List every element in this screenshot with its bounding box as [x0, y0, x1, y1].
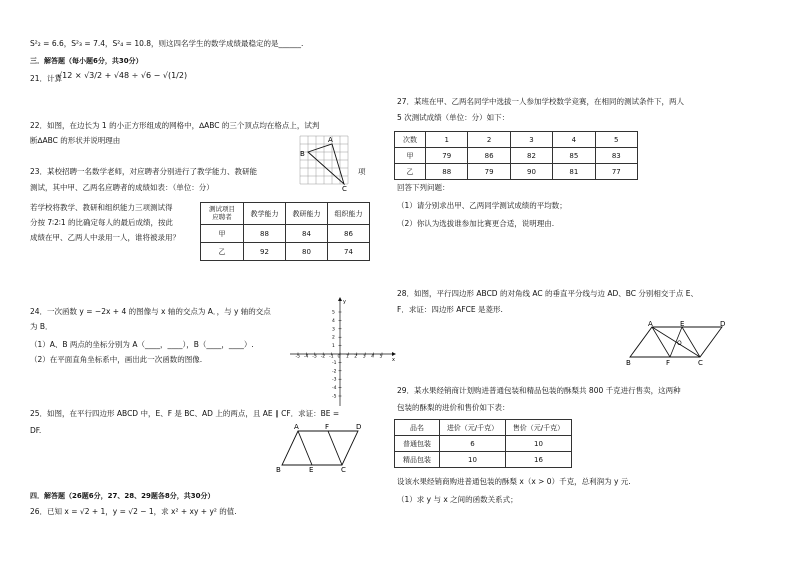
q23-cell: 86	[328, 225, 370, 243]
q27-cell: 90	[510, 164, 552, 180]
q27-cell: 乙	[395, 164, 426, 180]
label-b: B	[300, 150, 305, 158]
q22-line1: 22．如图，在边长为 1 的小正方形组成的网格中，∆ABC 的三个顶点均在格点上，试判	[30, 121, 320, 130]
y-tick-label: -2	[332, 369, 337, 375]
label-c: C	[342, 185, 347, 193]
parallelogram-abcd	[282, 431, 358, 465]
q29-cell: 16	[506, 452, 572, 468]
x-tick-label: -4	[303, 354, 309, 360]
label-e: E	[680, 320, 685, 328]
q27-header: 1	[426, 132, 468, 148]
q29-line2: 包装的酥梨的进价和售价如下表：	[397, 403, 510, 412]
q21-label: 21．计算	[30, 74, 63, 83]
q27-cell: 85	[553, 148, 595, 164]
label-o: O	[677, 340, 682, 347]
label-f: F	[666, 359, 671, 367]
label-a: A	[648, 320, 653, 328]
q27-cell: 79	[468, 164, 510, 180]
q23-header-corner	[201, 203, 244, 225]
y-tick-label: -3	[332, 377, 337, 383]
label-b: B	[276, 466, 281, 474]
q25-line1: 25．如图，在平行四边形 ABCD 中，E、F 是 BC、AD 上的两点，且 AE ∥ CF．求证：BE =	[30, 409, 340, 418]
q23-header: 教学能力	[244, 203, 286, 225]
q24-line4: （2）在平面直角坐标系中，画出此一次函数的图像.	[30, 355, 203, 364]
label-a: A	[294, 423, 299, 431]
q23-line5: 成绩在甲、乙两人中录用一人，谁将被录用？	[30, 233, 180, 242]
q27-cell: 86	[468, 148, 510, 164]
q29-cell: 10	[506, 436, 572, 452]
label-f: F	[325, 423, 330, 431]
q27-header: 3	[510, 132, 552, 148]
y-tick-label: -5	[332, 394, 337, 400]
q27-line5: （2）你认为选拔谁参加比赛更合适，说明理由.	[397, 219, 555, 228]
q23-header-corner-text: 测试项目 应聘者	[209, 204, 235, 221]
q29-price-table	[394, 419, 572, 468]
q27-header: 5	[595, 132, 637, 148]
q24-coordinate-axes	[288, 298, 398, 410]
q27-score-table	[394, 131, 638, 180]
label-d: D	[356, 423, 362, 431]
triangle-abc	[308, 144, 344, 184]
q27-cell: 88	[426, 164, 468, 180]
x-tick-label: -3	[312, 354, 317, 360]
y-tick-label: -4	[332, 386, 337, 392]
q23-line1: 23．某校招聘一名数学老师，对应聘者分别进行了教学能力、教研能	[30, 167, 258, 176]
segment-cf	[328, 431, 342, 465]
q29-header: 进价（元/千克）	[440, 420, 506, 436]
q28-line2: F．求证：四边形 AFCE 是菱形.	[397, 305, 503, 314]
q27-line4: （1）请分别求出甲、乙两同学测试成绩的平均数；	[397, 201, 567, 210]
q23-line4: 分按 7∶2∶1 的比确定每人的最后成绩，按此	[30, 218, 173, 227]
q20-tail-line: S²₂ = 6.6，S²₃ = 7.4，S²₄ = 10.8，则这四名学生的数学成绩最稳定的是______.	[30, 39, 304, 48]
q21-expression: √12 × √3/2 + √48 ÷ √6 − √(1/2)	[57, 71, 188, 80]
q25-line2: DF.	[30, 426, 42, 435]
y-tick-label: 2	[332, 335, 335, 341]
q27-cell: 79	[426, 148, 468, 164]
q24-line3: （1）A、B 两点的坐标分别为 A（____，____），B（____，____）.	[30, 340, 254, 349]
label-e: E	[309, 466, 314, 474]
q23-cell: 80	[286, 243, 328, 261]
q29-cell: 10	[440, 452, 506, 468]
y-tick-label: 1	[332, 344, 335, 350]
q23-cell: 74	[328, 243, 370, 261]
q23-line3: 若学校将教学、教研和组织能力三项测试得	[30, 203, 173, 212]
segment-af	[652, 327, 670, 357]
q27-header: 4	[553, 132, 595, 148]
section3-heading: 三．解答题（每小题6分，共30分）	[30, 57, 143, 65]
section4-heading: 四．解答题（26题6分，27、28、29题各8分，共30分）	[30, 492, 215, 500]
q23-cell: 88	[244, 225, 286, 243]
q29-header: 品名	[395, 420, 440, 436]
y-tick-label: -1	[332, 360, 337, 366]
q27-cell: 77	[595, 164, 637, 180]
q27-line2: 5 次测试成绩（单位：分）如下：	[397, 113, 510, 122]
y-axis-label: y	[343, 299, 346, 305]
q28-parallelogram-figure	[626, 320, 728, 367]
q29-cell: 普通包装	[395, 436, 440, 452]
x-tick-label: 0	[337, 354, 341, 360]
q29-line3: 设该水果经销商购进普通包装的酥梨 x（x > 0）千克，总利润为 y 元.	[397, 477, 631, 486]
y-axis-arrow	[338, 297, 342, 301]
x-tick-label: 2	[354, 354, 358, 360]
q29-header: 售价（元/千克）	[506, 420, 572, 436]
q23-score-table	[200, 202, 370, 261]
y-tick-label: 3	[332, 327, 335, 333]
q24-line1: 24．一次函数 y = −2x + 4 的图像与 x 轴的交点为 A．，与 y 轴的交点	[30, 307, 271, 316]
q27-header: 2	[468, 132, 510, 148]
q23-cell: 92	[244, 243, 286, 261]
q23-line2: 测试，其中甲、乙两名应聘者的成绩如表：（单位：分）	[30, 183, 214, 192]
q23-header: 教研能力	[286, 203, 328, 225]
label-c: C	[698, 359, 703, 367]
q22-grid-figure	[300, 136, 350, 193]
label-b: B	[626, 359, 631, 367]
y-tick-label: 5	[332, 310, 335, 316]
q23-cell: 84	[286, 225, 328, 243]
segment-ae	[298, 431, 312, 465]
x-tick-label: -2	[320, 354, 326, 360]
q23-cell: 乙	[201, 243, 244, 261]
x-axis-arrow	[392, 352, 396, 356]
q23-header: 组织能力	[328, 203, 370, 225]
q28-line1: 28．如图，平行四边形 ABCD 的对角线 AC 的垂直平分线与边 AD、BC 分别相交于点 E、	[397, 289, 699, 298]
segment-ec	[682, 327, 700, 357]
y-tick-label: 4	[332, 318, 335, 324]
q27-header: 次数	[395, 132, 426, 148]
label-a: A	[328, 136, 333, 144]
q23-line1-tail: 项	[358, 167, 366, 176]
q25-parallelogram-figure	[276, 423, 362, 474]
q27-cell: 82	[510, 148, 552, 164]
x-tick-label: 4	[371, 354, 374, 360]
label-c: C	[341, 466, 346, 474]
q24-line2: 为 B．	[30, 322, 53, 331]
q23-cell: 甲	[201, 225, 244, 243]
q27-cell: 83	[595, 148, 637, 164]
q29-line4: （1）求 y 与 x 之间的函数关系式；	[397, 495, 518, 504]
x-axis-label: x	[392, 357, 395, 363]
x-tick-label: -1	[329, 354, 334, 360]
x-tick-label: 5	[379, 354, 383, 360]
q26-line: 26．已知 x = √2 + 1，y = √2 − 1，求 x² + xy + y² 的值.	[30, 507, 237, 516]
q27-line3: 回答下列问题：	[397, 183, 450, 192]
x-tick-label: 3	[362, 354, 366, 360]
q27-line1: 27．某班在甲、乙两名同学中选拔一人参加学校数学竞赛，在相同的测试条件下，两人	[397, 97, 685, 106]
x-tick-label: -5	[295, 354, 300, 360]
q22-line2: 断∆ABC 的形状并说明理由	[30, 136, 121, 145]
label-d: D	[720, 320, 726, 328]
q29-cell: 6	[440, 436, 506, 452]
q27-cell: 甲	[395, 148, 426, 164]
q27-cell: 81	[553, 164, 595, 180]
q29-cell: 精品包装	[395, 452, 440, 468]
x-tick-label: 1	[345, 354, 349, 360]
q29-line1: 29．某水果经销商计划购进普通包装和精品包装的酥梨共 800 千克进行售卖，这两种	[397, 386, 681, 395]
